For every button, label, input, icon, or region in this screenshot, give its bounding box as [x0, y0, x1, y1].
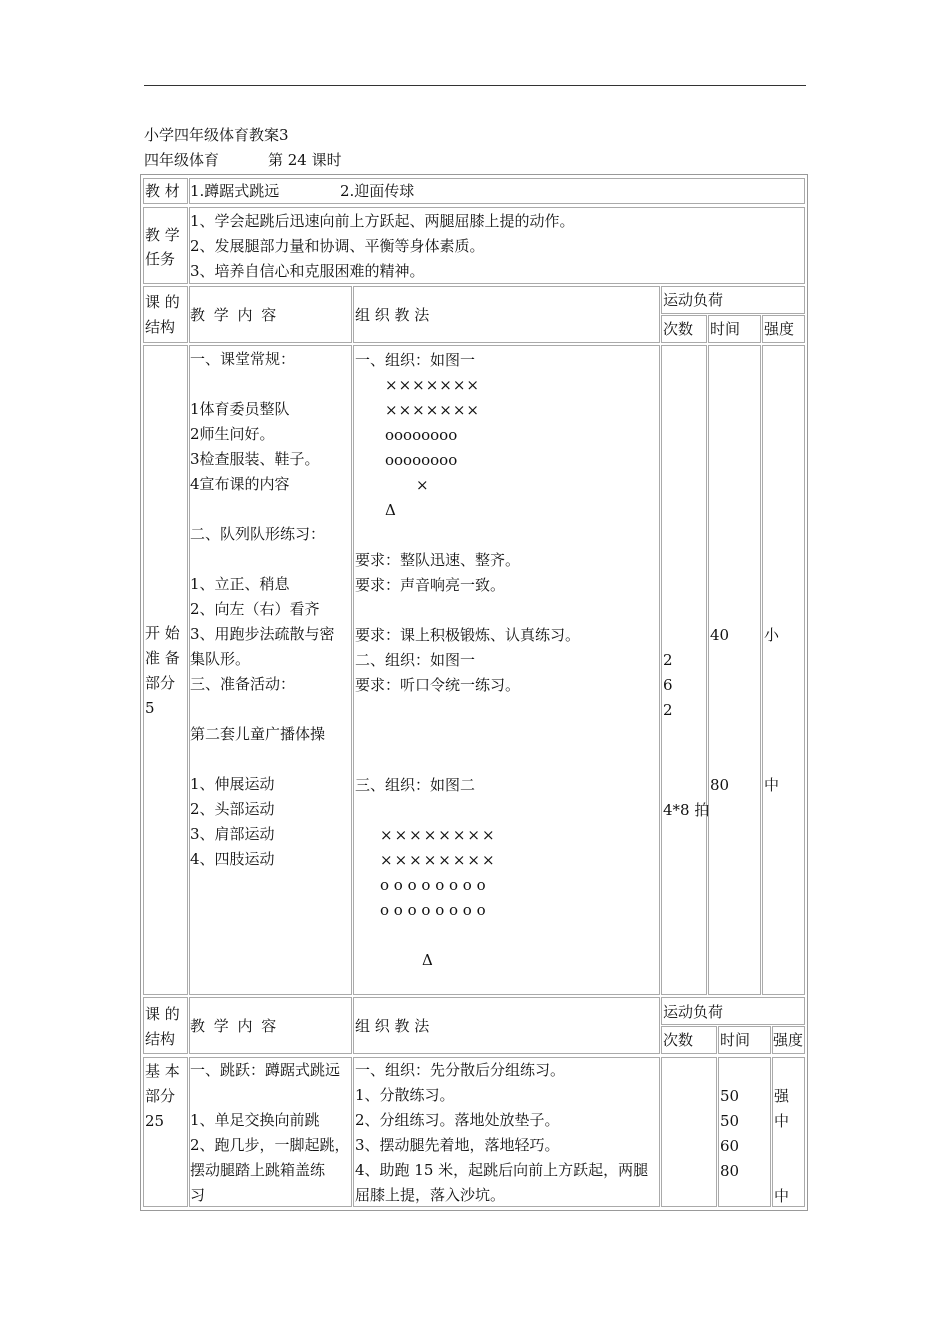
header-content: 教 学 内 容 — [190, 306, 279, 324]
basic-content-list — [190, 1058, 350, 1208]
basic-part-3: 25 — [145, 1112, 165, 1130]
header-time: 时间 — [710, 320, 741, 338]
prep-time-2: 80 — [710, 776, 730, 794]
basic-method-line: 2、分组练习。落地处放垫子。 — [355, 1111, 560, 1129]
header-load: 运动负荷 — [663, 291, 724, 309]
prep-content-line: 二、队列队形练习： — [190, 525, 326, 543]
basic-content-line: 1、单足交换向前跳 — [190, 1111, 320, 1129]
basic-part-2: 部分 — [145, 1087, 176, 1105]
prep-time-cell — [708, 345, 761, 995]
header-method: 组 织 教 法 — [355, 306, 430, 324]
prep-requirement-3: 要求：课上积极锻炼、认真练习。 — [355, 626, 581, 644]
prep-content-line: 第二套儿童广播体操 — [190, 725, 326, 743]
prep-content-line: 2师生问好。 — [190, 425, 275, 443]
task-label-1: 教 学 — [145, 226, 180, 244]
formation2-row-o1: o o o o o o o o — [380, 876, 486, 894]
formation2-row-x1: ×××××××× — [380, 826, 497, 844]
prep-requirement-1: 要求：整队迅速、整齐。 — [355, 551, 521, 569]
header2-load: 运动负荷 — [663, 1003, 724, 1021]
basic-count-cell — [661, 1057, 717, 1207]
material-content-cell — [189, 178, 805, 204]
prep-content-line: 集队形。 — [190, 650, 251, 668]
task-label-cell — [143, 207, 188, 284]
prep-method-org-3: 三、组织：如图二 — [355, 776, 476, 794]
prep-content-list — [190, 347, 335, 872]
prep-time-1: 40 — [710, 626, 730, 644]
basic-method-line: 一、组织：先分散后分组练习。 — [355, 1061, 566, 1079]
prep-content-line: 4、四肢运动 — [190, 850, 275, 868]
prep-part-cell — [143, 345, 188, 995]
basic-method-list — [355, 1058, 648, 1208]
prep-part-4: 5 — [145, 699, 155, 717]
prep-content-line — [190, 747, 335, 772]
formation2-delta: Δ — [422, 951, 433, 969]
prep-method-org-1: 一、组织：如图一 — [355, 351, 476, 369]
task-line-1: 1、学会起跳后迅速向前上方跃起、两腿屈膝上提的动作。 — [190, 212, 575, 230]
header-intensity: 强度 — [764, 320, 795, 338]
formation2-row-x2: ×××××××× — [380, 851, 497, 869]
prep-content-line: 2、头部运动 — [190, 800, 275, 818]
basic-method-line: 4、助跑 15 米，起跳后向前上方跃起，两腿 — [355, 1161, 649, 1179]
header-structure-2: 结构 — [145, 318, 176, 336]
basic-content-line: 习 — [190, 1186, 206, 1204]
prep-intensity-2: 中 — [764, 776, 780, 794]
basic-method-line: 屈膝上提，落入沙坑。 — [355, 1186, 506, 1204]
basic-intensity-3: 中 — [774, 1187, 790, 1205]
page-title: 小学四年级体育教案3 — [144, 126, 289, 144]
basic-content-line: 2、跑几步，一脚起跳， — [190, 1136, 350, 1154]
basic-intensity-2: 中 — [774, 1112, 790, 1130]
basic-content-line: 摆动腿踏上跳箱盖练 — [190, 1161, 326, 1179]
prep-count-3: 2 — [663, 701, 673, 719]
basic-time-1: 50 — [720, 1087, 740, 1105]
prep-content-line: 1、立正、稍息 — [190, 575, 290, 593]
prep-content-line: 一、课堂常规： — [190, 350, 296, 368]
basic-content-line — [190, 1083, 350, 1108]
prep-requirement-4: 要求：听口令统一练习。 — [355, 676, 521, 694]
lesson-label: 第 24 课时 — [268, 151, 342, 169]
task-line-2: 2、发展腿部力量和协调、平衡等身体素质。 — [190, 237, 485, 255]
basic-time-cell — [718, 1057, 771, 1207]
prep-content-line: 3、用跑步法疏散与密 — [190, 625, 335, 643]
formation-row-x2: ××××××× — [385, 401, 480, 419]
prep-count-1: 2 — [663, 651, 673, 669]
prep-count-2: 6 — [663, 676, 673, 694]
prep-content-line — [190, 697, 335, 722]
task-line-3: 3、培养自信心和克服困难的精神。 — [190, 262, 425, 280]
material-label: 教 材 — [145, 182, 180, 200]
prep-content-line — [190, 547, 335, 572]
prep-content-line: 三、准备活动： — [190, 675, 296, 693]
prep-content-line — [190, 372, 335, 397]
prep-content-line: 1体育委员整队 — [190, 400, 290, 418]
material-item-1: 1.蹲踞式跳远 — [190, 182, 280, 200]
header-structure-1: 课 的 — [145, 293, 180, 311]
grade-label: 四年级体育 — [144, 151, 220, 169]
basic-time-2: 50 — [720, 1112, 740, 1130]
header2-structure-2: 结构 — [145, 1030, 176, 1048]
formation-delta-1: Δ — [385, 501, 396, 519]
basic-intensity-cell — [772, 1057, 805, 1207]
header2-content: 教 学 内 容 — [190, 1017, 279, 1035]
header2-time: 时间 — [720, 1031, 751, 1049]
prep-count-4: 4*8 拍 — [663, 801, 710, 819]
prep-content-line — [190, 497, 335, 522]
task-label-2: 任务 — [145, 250, 176, 268]
basic-part-1: 基 本 — [145, 1062, 180, 1080]
prep-method-org-2: 二、组织：如图一 — [355, 651, 476, 669]
formation-row-o1: oooooooo — [385, 426, 458, 444]
prep-content-line: 4宣布课的内容 — [190, 475, 290, 493]
prep-intensity-cell — [762, 345, 805, 995]
header2-count: 次数 — [663, 1031, 694, 1049]
prep-content-line: 1、伸展运动 — [190, 775, 275, 793]
header2-structure-1: 课 的 — [145, 1005, 180, 1023]
header2-intensity: 强度 — [773, 1031, 804, 1049]
top-rule — [144, 85, 806, 86]
prep-part-1: 开 始 — [145, 624, 180, 642]
basic-method-line: 1、分散练习。 — [355, 1086, 455, 1104]
basic-time-3: 60 — [720, 1137, 740, 1155]
material-item-2: 2.迎面传球 — [340, 182, 415, 200]
prep-content-line: 2、向左（右）看齐 — [190, 600, 320, 618]
prep-part-3: 部分 — [145, 674, 176, 692]
prep-content-line: 3检查服装、鞋子。 — [190, 450, 320, 468]
prep-content-line: 3、肩部运动 — [190, 825, 275, 843]
basic-intensity-1: 强 — [774, 1087, 790, 1105]
basic-content-line: 一、跳跃：蹲踞式跳远 — [190, 1061, 341, 1079]
prep-intensity-1: 小 — [764, 626, 780, 644]
prep-count-cell — [661, 345, 710, 995]
formation-row-o2: oooooooo — [385, 451, 458, 469]
formation-teacher-x: × — [416, 476, 429, 494]
formation2-row-o2: o o o o o o o o — [380, 901, 486, 919]
prep-requirement-2: 要求：声音响亮一致。 — [355, 576, 506, 594]
prep-part-2: 准 备 — [145, 649, 180, 667]
formation-row-x1: ××××××× — [385, 376, 480, 394]
basic-method-line: 3、摆动腿先着地，落地轻巧。 — [355, 1136, 560, 1154]
header2-method: 组 织 教 法 — [355, 1017, 430, 1035]
basic-time-4: 80 — [720, 1162, 740, 1180]
header-count: 次数 — [663, 320, 694, 338]
